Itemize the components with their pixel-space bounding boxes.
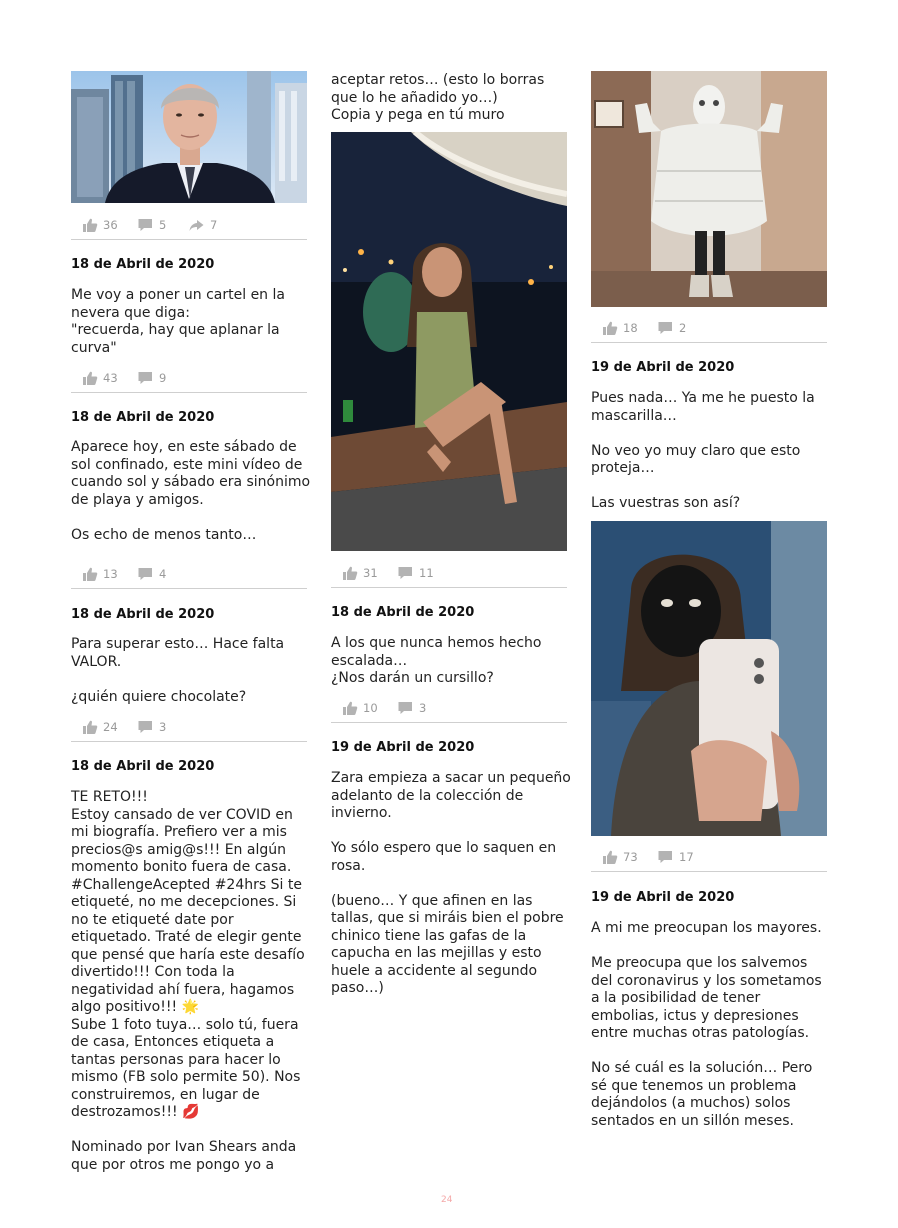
post-date: 18 de Abril de 2020: [71, 410, 215, 425]
thumbs-up-icon: [601, 849, 619, 865]
post-date: 18 de Abril de 2020: [71, 759, 215, 774]
comment-icon: [657, 849, 675, 865]
puffer-coat-photo: [591, 71, 827, 307]
comment-icon: [137, 719, 155, 735]
post-date: 19 de Abril de 2020: [591, 890, 735, 905]
share-icon: [188, 217, 206, 233]
post-text: Para superar esto… Hace falta VALOR. ¿quién quiere chocolate?: [71, 636, 285, 705]
thumbs-up-icon: [81, 370, 99, 386]
post-stats: 13 4: [71, 566, 307, 589]
post-stats: 18 2: [591, 320, 827, 343]
post-date: 18 de Abril de 2020: [71, 607, 215, 622]
post-date: 19 de Abril de 2020: [591, 360, 735, 375]
post-date: 18 de Abril de 2020: [71, 257, 215, 272]
post-stats: 73 17: [591, 849, 827, 872]
post-text: Pues nada… Ya me he puesto la mascarilla… No veo yo muy claro que esto proteja… Las vuestras son así?: [591, 390, 815, 511]
post-text: A mi me preocupan los mayores. Me preocupa que los salvemos del coronavirus y los sometamos a la posibilidad de tener embolias, ictus y depresiones entre muchas otras patologías. No sé cuál es la solución… Pero sé que tenemos un problema dejándolos (a muchos) solos sentados en un sillón meses.: [591, 920, 822, 1129]
comment-icon: [137, 370, 155, 386]
post-date: 19 de Abril de 2020: [331, 740, 475, 755]
comment-icon: [137, 566, 155, 582]
post-text: A los que nunca hemos hecho escalada… ¿Nos darán un cursillo?: [331, 635, 542, 686]
comment-icon: [397, 565, 415, 581]
thumbs-up-icon: [81, 566, 99, 582]
post-stats: 36 5 7: [71, 217, 307, 240]
woman-night-photo: [331, 132, 567, 551]
face-mask-selfie-photo: [591, 521, 827, 836]
thumbs-up-icon: [81, 719, 99, 735]
page-number: 24: [441, 1195, 453, 1205]
post-stats: 24 3: [71, 719, 307, 742]
post-text: Aparece hoy, en este sábado de sol confinado, este mini vídeo de cuando sol y sábado era sinónimo de playa y amigos. Os echo de menos tanto…: [71, 439, 311, 543]
post-stats: 10 3: [331, 700, 567, 723]
post-stats: 43 9: [71, 370, 307, 393]
news-anchor-photo: [71, 71, 307, 203]
post-stats: 31 11: [331, 565, 567, 588]
thumbs-up-icon: [341, 700, 359, 716]
thumbs-up-icon: [81, 217, 99, 233]
post-text: TE RETO!!! Estoy cansado de ver COVID en mi biografía. Prefiero ver a mis precios@s amig@s!!! En algún momento bonito fuera de casa. #ChallengeAcepted #24hrs Si te etiqueté, no me decepciones. Si no te etiqueté date por etiquetado. Traté de elegir gente que pensé que haría este desafío divertido!!! Con toda la negatividad ahí fuera, hagamos algo positivo!!! 🌟 Sube 1 foto tuya… solo tú, fuera de casa, Entonces etiqueta a tantas personas para hacer lo mismo (FB solo permite 50). Nos construiremos, en lugar de destrozamos!!! 💋 Nominado por Ivan Shears anda que por otros me pongo yo a: [71, 789, 305, 1173]
post-text: Me voy a poner un cartel en la nevera que diga: "recuerda, hay que aplanar la curva": [71, 287, 285, 356]
comment-icon: [397, 700, 415, 716]
post-date: 18 de Abril de 2020: [331, 605, 475, 620]
thumbs-up-icon: [601, 320, 619, 336]
thumbs-up-icon: [341, 565, 359, 581]
comment-icon: [137, 217, 155, 233]
post-text-continued: aceptar retos… (esto lo borras que lo he añadido yo…) Copia y pega en tú muro: [331, 72, 545, 123]
comment-icon: [657, 320, 675, 336]
post-text: Zara empieza a sacar un pequeño adelanto de la colección de invierno. Yo sólo espero que lo saquen en rosa. (bueno… Y que afinen en las tallas, que si miráis bien el pobre chinico tiene las gafas de la capucha en las mejillas y esto huele a accidente al segundo paso…): [331, 770, 571, 996]
